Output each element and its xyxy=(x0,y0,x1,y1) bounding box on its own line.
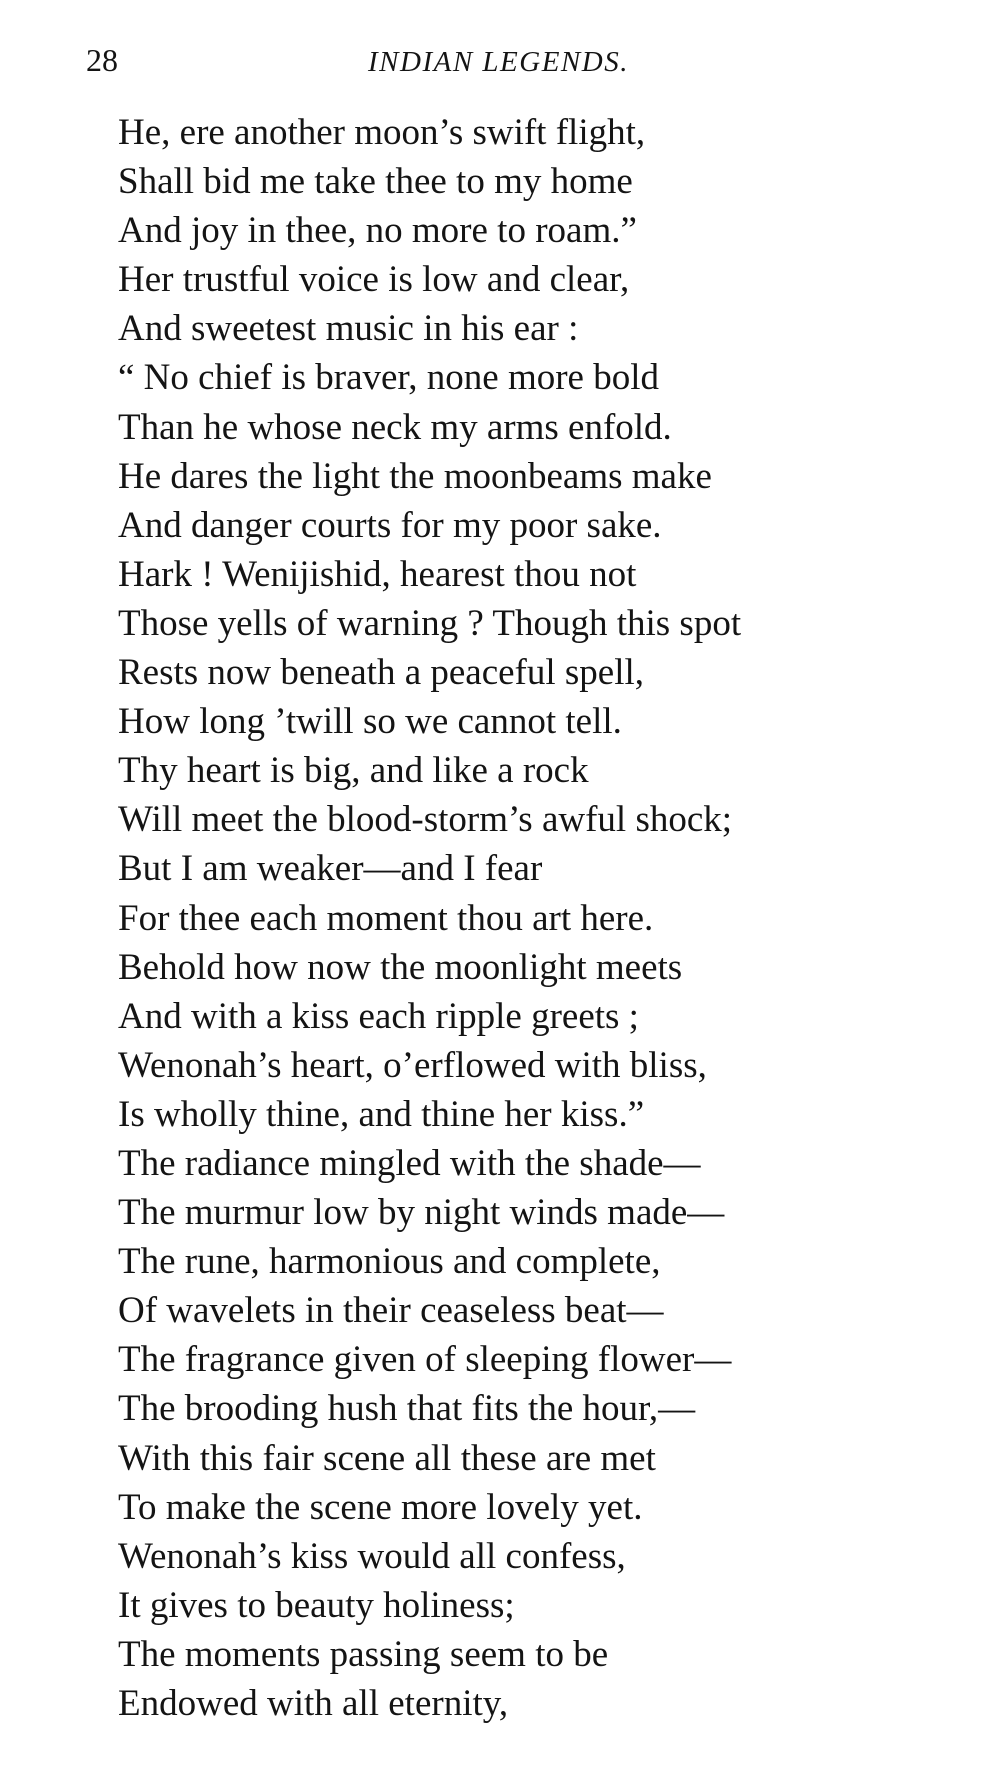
poem-line: Those yells of warning ? Though this spot xyxy=(118,602,742,644)
poem-line: And with a kiss each ripple greets ; xyxy=(118,995,639,1037)
poem-line: The brooding hush that fits the hour,— xyxy=(118,1388,696,1430)
poem-line: He, ere another moon’s swift flight, xyxy=(118,112,646,153)
poem-line: Wenonah’s heart, o’erflowed with bliss, xyxy=(118,1044,707,1086)
poem-line: And danger courts for my poor sake. xyxy=(118,504,662,546)
poem-line: Thy heart is big, and like a rock xyxy=(118,750,589,792)
poem-line: Than he whose neck my arms enfold. xyxy=(118,406,672,448)
poem-line: Will meet the blood-storm’s awful shock; xyxy=(118,799,733,841)
poem-line: The fragrance given of sleeping flower— xyxy=(118,1339,732,1381)
poem-line: Of wavelets in their ceaseless beat— xyxy=(118,1290,664,1332)
poem-line: And joy in thee, no more to roam.” xyxy=(118,210,637,252)
poem-line: Behold how now the moonlight meets xyxy=(118,946,683,988)
running-title: INDIAN LEGENDS. xyxy=(368,46,629,78)
poem-line: The murmur low by night winds made— xyxy=(118,1192,725,1234)
poem-line: Rests now beneath a peaceful spell, xyxy=(118,652,645,694)
poem-line: How long ’twill so we cannot tell. xyxy=(118,701,622,743)
poem-line: Shall bid me take thee to my home xyxy=(118,161,633,203)
poem-line: And sweetest music in his ear : xyxy=(118,308,579,350)
poem-line: The rune, harmonious and complete, xyxy=(118,1241,661,1283)
poem-line: Is wholly thine, and thine her kiss.” xyxy=(118,1093,645,1135)
poem-line: It gives to beauty holiness; xyxy=(118,1584,515,1626)
poem-line: Her trustful voice is low and clear, xyxy=(118,259,630,301)
poem-line: He dares the light the moonbeams make xyxy=(118,455,712,497)
poem-text xyxy=(118,108,988,1728)
poem-line: Wenonah’s kiss would all confess, xyxy=(118,1535,626,1577)
page-number: 28 xyxy=(86,42,118,78)
poem-line: But I am weaker—and I fear xyxy=(118,848,543,890)
poem-line: The moments passing seem to be xyxy=(118,1633,609,1675)
poem-line: With this fair scene all these are met xyxy=(118,1437,656,1479)
poem-line: The radiance mingled with the shade— xyxy=(118,1142,701,1184)
poem-line: For thee each moment thou art here. xyxy=(118,897,654,939)
poem-line: Hark ! Wenijishid, hearest thou not xyxy=(118,553,637,595)
poem-line: Endowed with all eternity, xyxy=(118,1683,509,1724)
poem-line: To make the scene more lovely yet. xyxy=(118,1486,643,1528)
poem-line: “ No chief is braver, none more bold xyxy=(118,357,659,399)
